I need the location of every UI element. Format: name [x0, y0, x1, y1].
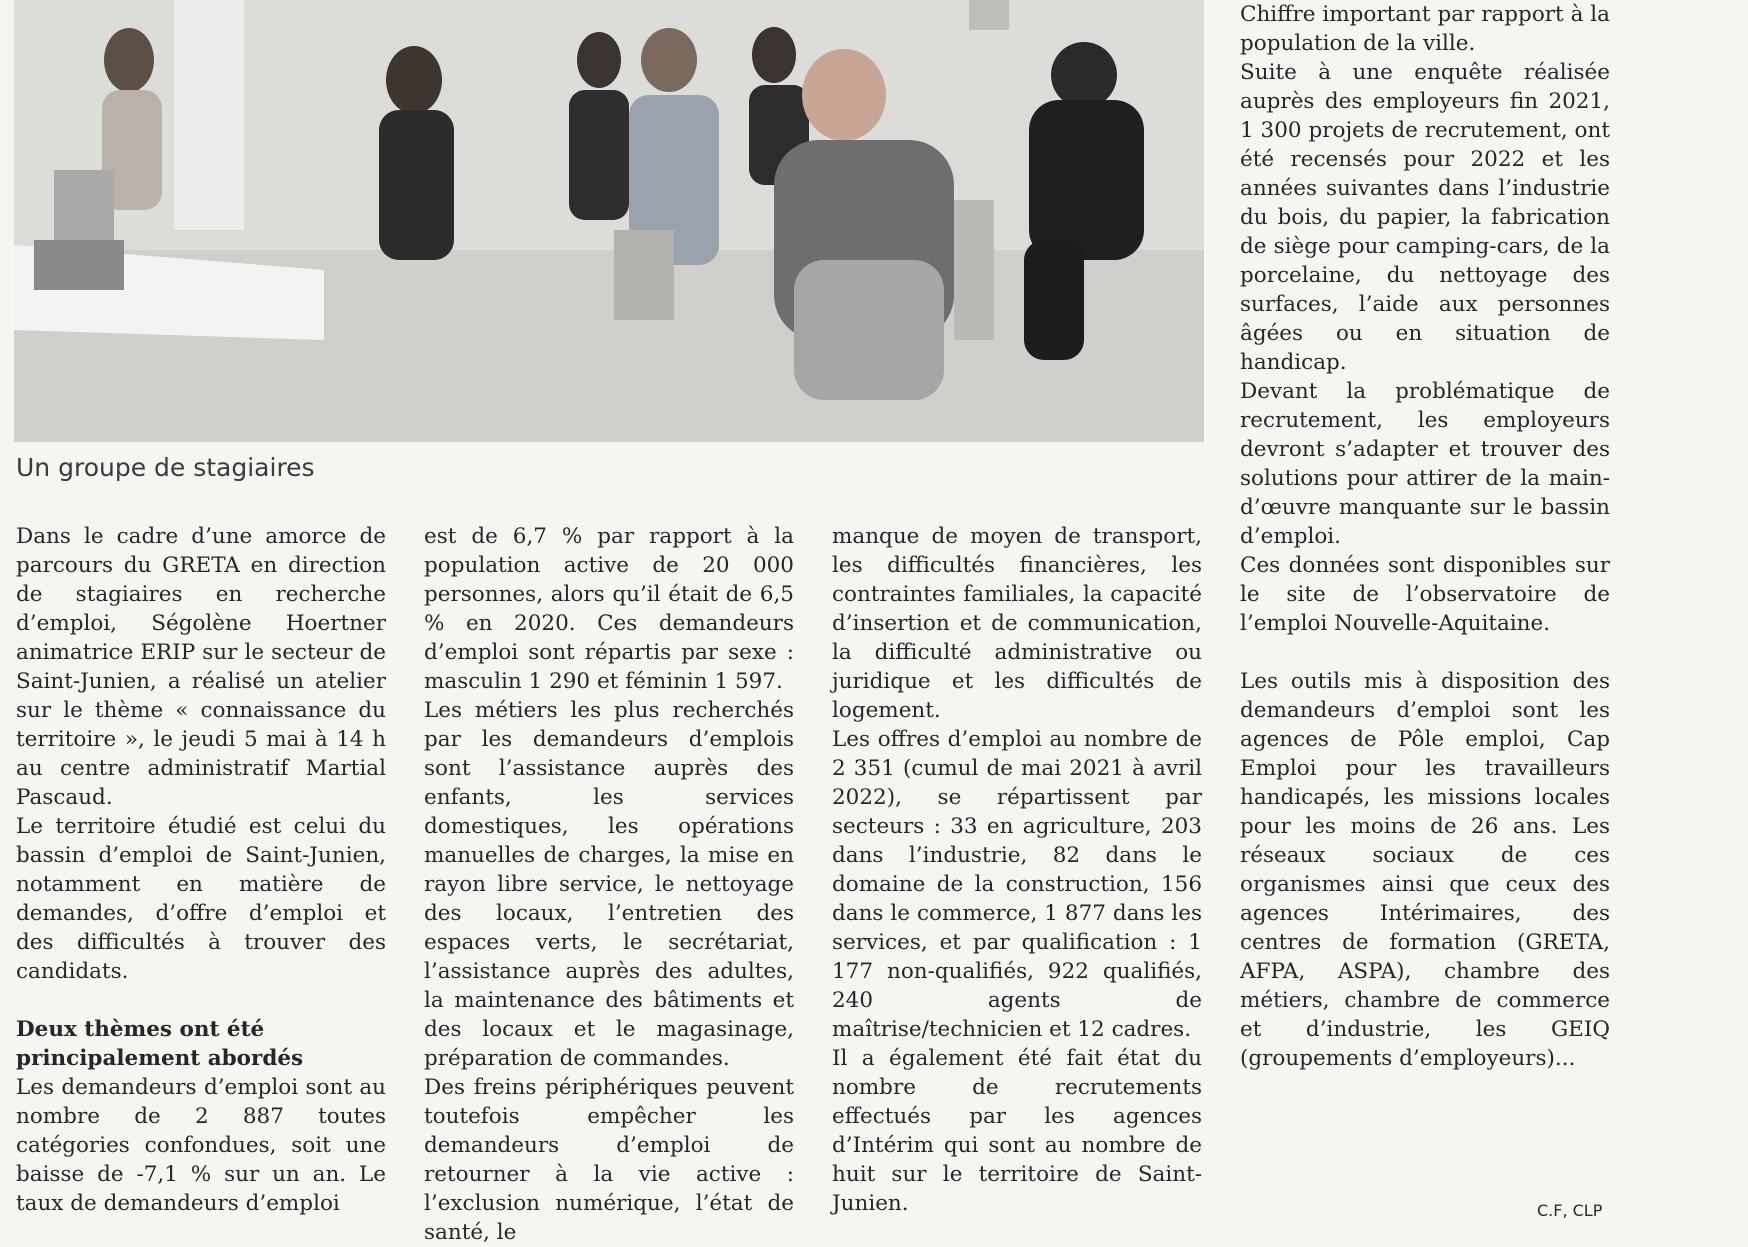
paragraph: Chiffre important par rapport à la population de la ville.: [1240, 2, 1610, 56]
article-column-1: [16, 522, 386, 1218]
paragraph: Ces données sont disponibles sur le site de l’observatoire de l’emploi Nouvelle-Aquitaine.: [1240, 553, 1610, 636]
paragraph: Les demandeurs d’emploi sont au nombre de 2 887 toutes catégories confondues, soit une baisse de -7,1 % sur un an. Le taux de demandeurs d’emploi: [16, 1075, 386, 1216]
article-column-2: [424, 522, 794, 1247]
paragraph: Dans le cadre d’une amorce de parcours du GRETA en direction de stagiaires en recherche d’emploi, Ségolène Hoertner animatrice ERIP sur le secteur de Saint-Junien, a réalisé un atelier sur le thème « connaissance du territoire », le jeudi 5 mai à 14 h au centre administratif Martial Pascaud.: [16, 524, 386, 810]
paragraph: Le territoire étudié est celui du bassin d’emploi de Saint-Junien, notamment en matière de demandes, d’offre d’emploi et des difficultés à trouver des candidats.: [16, 814, 386, 984]
paragraph: Les offres d’emploi au nombre de 2 351 (cumul de mai 2021 à avril 2022), se répartissent par secteurs : 33 en agriculture, 203 dans l’industrie, 82 dans le domaine de la construction, 156 dans le commerce, 1 877 dans les services, et par qualification : 1 177 non-qualifiés, 922 qualifiés, 240 agents de maîtrise/technicien et 12 cadres.: [832, 727, 1202, 1042]
article-column-4: [1240, 0, 1610, 1073]
section-heading: Deux thèmes ont été principalement abordés: [16, 1017, 304, 1071]
paragraph: Des freins périphériques peuvent toutefois empêcher les demandeurs d’emploi de retourner à la vie active : l’exclusion numérique, l’état de santé, le: [424, 1075, 794, 1245]
article-column-3: [832, 522, 1202, 1218]
article-photo: [14, 0, 1204, 442]
paragraph: Il a également été fait état du nombre de recrutements effectués par les agences d’Intérim qui sont au nombre de huit sur le territoire de Saint-Junien.: [832, 1046, 1202, 1216]
paragraph: Devant la problématique de recrutement, les employeurs devront s’adapter et trouver des solutions pour attirer de la main-d’œuvre manquante sur le bassin d’emploi.: [1240, 379, 1610, 549]
paragraph: manque de moyen de transport, les difficultés financières, les contraintes familiales, la capacité d’insertion et de communication, la difficulté administrative ou juridique et les difficultés de logement.: [832, 524, 1202, 723]
paragraph: est de 6,7 % par rapport à la population active de 20 000 personnes, alors qu’il était de 6,5 % en 2020. Ces demandeurs d’emploi sont répartis par sexe : masculin 1 290 et féminin 1 597.: [424, 524, 794, 694]
photo-caption: Un groupe de stagiaires: [16, 453, 315, 482]
paragraph: Les métiers les plus recherchés par les demandeurs d’emplois sont l’assistance auprès des enfants, les services domestiques, les opérations manuelles de charges, la mise en rayon libre service, le nettoyage des locaux, l’entretien des espaces verts, le secrétariat, l’assistance auprès des adultes, la maintenance des bâtiments et des locaux et le magasinage, préparation de commandes.: [424, 698, 794, 1071]
paragraph: Suite à une enquête réalisée auprès des employeurs fin 2021, 1 300 projets de recrutement, ont été recensés pour 2022 et les années suivantes dans l’industrie du bois, du papier, la fabrication de siège pour camping-cars, de la porcelaine, du nettoyage des surfaces, l’aide aux personnes âgées ou en situation de handicap.: [1240, 60, 1610, 375]
author-credit: C.F, CLP: [1537, 1201, 1603, 1220]
paragraph: Les outils mis à disposition des demandeurs d’emploi sont les agences de Pôle emploi, Cap Emploi pour les travailleurs handicapés, les missions locales pour les moins de 26 ans. Les réseaux sociaux de ces organismes ainsi que ceux des agences Intérimaires, des centres de formation (GRETA, AFPA, ASPA), chambre des métiers, chambre de commerce et d’industrie, les GEIQ (groupements d’employeurs)...: [1240, 669, 1610, 1071]
